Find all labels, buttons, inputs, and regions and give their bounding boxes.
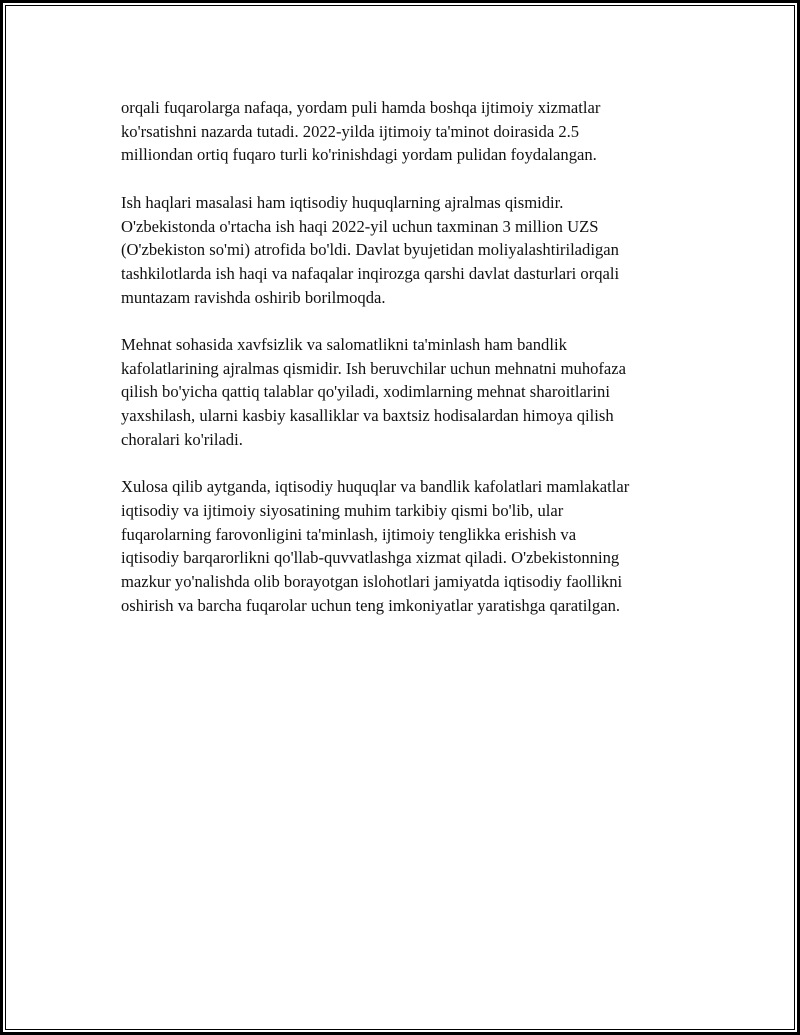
paragraph-wages — [121, 191, 721, 310]
text-line: O'zbekistonda o'rtacha ish haqi 2022-yil uchun taxminan 3 million UZS — [121, 216, 599, 236]
text-line: oshirish va barcha fuqarolar uchun teng imkoniyatlar yaratishga qaratilgan. — [121, 595, 621, 615]
text-line: iqtisodiy barqarorlikni qo'llab-quvvatlashga xizmat qiladi. O'zbekistonning — [121, 548, 620, 568]
text-line: milliondan ortiq fuqaro turli ko'rinishdagi yordam pulidan foydalangan. — [121, 145, 597, 165]
paragraph-social-security — [121, 96, 721, 167]
text-line: choralari ko'riladi. — [121, 429, 243, 449]
text-line: Xulosa qilib aytganda, iqtisodiy huquqlar va bandlik kafolatlari mamlakatlar — [121, 477, 630, 497]
text-line: Ish haqlari masalasi ham iqtisodiy huquqlarning ajralmas qismidir. — [121, 192, 564, 212]
text-line: tashkilotlarda ish haqi va nafaqalar inqirozga qarshi davlat dasturlari orqali — [121, 263, 620, 283]
text-line: mazkur yo'nalishda olib borayotgan islohotlari jamiyatda iqtisodiy faollikni — [121, 572, 623, 592]
paragraph-conclusion — [121, 475, 721, 617]
paragraph-labor-safety — [121, 333, 721, 452]
text-line: iqtisodiy va ijtimoiy siyosatining muhim tarkibiy qismi bo'lib, ular — [121, 500, 564, 520]
text-line: fuqarolarning farovonligini ta'minlash, ijtimoiy tenglikka erishish va — [121, 524, 577, 544]
text-line: (O'zbekiston so'mi) atrofida bo'ldi. Davlat byujetidan moliyalashtiriladigan — [121, 240, 619, 260]
text-line: orqali fuqarolarga nafaqa, yordam puli hamda boshqa ijtimoiy xizmatlar — [121, 98, 601, 117]
document-body — [121, 96, 721, 641]
text-line: kafolatlarining ajralmas qismidir. Ish beruvchilar uchun mehnatni muhofaza — [121, 358, 627, 378]
text-line: Mehnat sohasida xavfsizlik va salomatlikni ta'minlash ham bandlik — [121, 335, 567, 354]
text-line: ko'rsatishni nazarda tutadi. 2022-yilda ijtimoiy ta'minot doirasida 2.5 — [121, 121, 580, 141]
text-line: qilish bo'yicha qattiq talablar qo'yiladi, xodimlarning mehnat sharoitlarini — [121, 382, 610, 402]
text-line: yaxshilash, ularni kasbiy kasalliklar va baxtsiz hodisalardan himoya qilish — [121, 406, 614, 426]
text-line: muntazam ravishda oshirib borilmoqda. — [121, 287, 386, 307]
